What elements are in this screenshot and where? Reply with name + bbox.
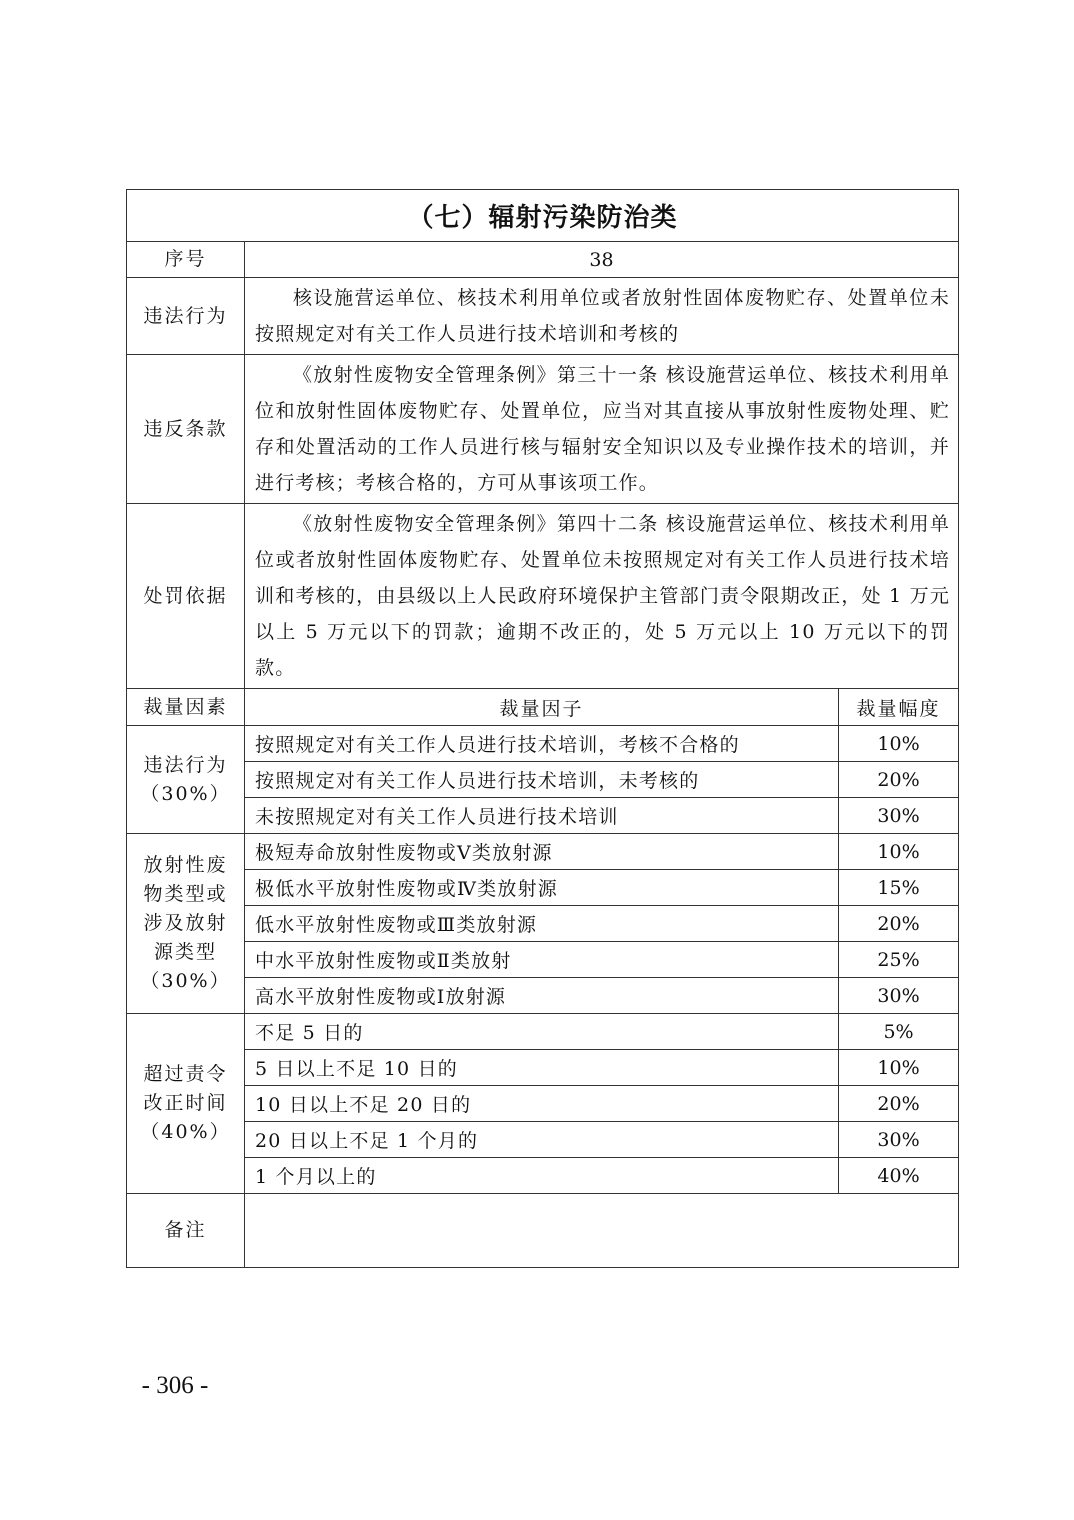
table-row <box>127 1014 959 1050</box>
factor-header: 裁量因素 <box>127 689 245 726</box>
remark-value <box>245 1194 959 1268</box>
remark-label: 备注 <box>127 1194 245 1268</box>
factor-percentage: 30% <box>839 1122 959 1158</box>
table-row <box>127 762 959 798</box>
clause-text: 《放射性废物安全管理条例》第三十一条 核设施营运单位、核技术利用单位和放射性固体废物贮存、处置单位，应当对其直接从事放射性废物处理、贮存和处置活动的工作人员进行核与辐射安全知识以及专业操作技术的培训，并进行考核；考核合格的，方可从事该项工作。 <box>245 355 959 504</box>
factor-item: 1 个月以上的 <box>245 1158 839 1194</box>
item-header: 裁量因子 <box>245 689 839 726</box>
factor-percentage: 20% <box>839 906 959 942</box>
factor-percentage: 20% <box>839 1086 959 1122</box>
factor-item: 高水平放射性废物或Ⅰ放射源 <box>245 978 839 1014</box>
seq-label: 序号 <box>127 242 245 278</box>
table-row <box>127 1086 959 1122</box>
factor-group-name: 超过责令改正时间（40%） <box>127 1014 245 1194</box>
table-row <box>127 834 959 870</box>
factor-item: 低水平放射性废物或Ⅲ类放射源 <box>245 906 839 942</box>
table-row <box>127 978 959 1014</box>
factor-item: 20 日以上不足 1 个月的 <box>245 1122 839 1158</box>
factor-group-name: 违法行为（30%） <box>127 726 245 834</box>
table-row <box>127 1122 959 1158</box>
factor-item: 不足 5 日的 <box>245 1014 839 1050</box>
factor-item: 极短寿命放射性废物或Ⅴ类放射源 <box>245 834 839 870</box>
factor-percentage: 40% <box>839 1158 959 1194</box>
basis-text: 《放射性废物安全管理条例》第四十二条 核设施营运单位、核技术利用单位或者放射性固体废物贮存、处置单位未按照规定对有关工作人员进行技术培训和考核的，由县级以上人民政府环境保护主管部门责令限期改正，处 1 万元以上 5 万元以下的罚款；逾期不改正的，处 5 万元以上 10 万元以下的罚款。 <box>245 504 959 689</box>
table-row <box>127 798 959 834</box>
factor-group-name: 放射性废物类型或涉及放射源类型（30%） <box>127 834 245 1014</box>
section-title: （七）辐射污染防治类 <box>127 190 959 242</box>
factor-percentage: 25% <box>839 942 959 978</box>
penalty-standard-sheet <box>126 189 958 1268</box>
factor-percentage: 20% <box>839 762 959 798</box>
table-row <box>127 942 959 978</box>
factor-item: 按照规定对有关工作人员进行技术培训，考核不合格的 <box>245 726 839 762</box>
factor-percentage: 10% <box>839 1050 959 1086</box>
factor-percentage: 15% <box>839 870 959 906</box>
factor-percentage: 30% <box>839 978 959 1014</box>
table-row <box>127 870 959 906</box>
penalty-table <box>126 189 959 1268</box>
factor-item: 极低水平放射性废物或Ⅳ类放射源 <box>245 870 839 906</box>
factor-percentage: 5% <box>839 1014 959 1050</box>
factor-item: 中水平放射性废物或Ⅱ类放射 <box>245 942 839 978</box>
range-header: 裁量幅度 <box>839 689 959 726</box>
seq-value: 38 <box>245 242 959 278</box>
violation-label: 违法行为 <box>127 278 245 355</box>
basis-label: 处罚依据 <box>127 504 245 689</box>
factor-item: 按照规定对有关工作人员进行技术培训，未考核的 <box>245 762 839 798</box>
factor-percentage: 30% <box>839 798 959 834</box>
table-row <box>127 726 959 762</box>
table-row <box>127 1050 959 1086</box>
factor-percentage: 10% <box>839 834 959 870</box>
page-number: - 306 - <box>141 1372 209 1399</box>
table-row <box>127 906 959 942</box>
factor-item: 10 日以上不足 20 日的 <box>245 1086 839 1122</box>
clause-label: 违反条款 <box>127 355 245 504</box>
table-row <box>127 1158 959 1194</box>
factor-item: 5 日以上不足 10 日的 <box>245 1050 839 1086</box>
violation-text: 核设施营运单位、核技术利用单位或者放射性固体废物贮存、处置单位未按照规定对有关工作人员进行技术培训和考核的 <box>245 278 959 355</box>
factor-item: 未按照规定对有关工作人员进行技术培训 <box>245 798 839 834</box>
factor-percentage: 10% <box>839 726 959 762</box>
